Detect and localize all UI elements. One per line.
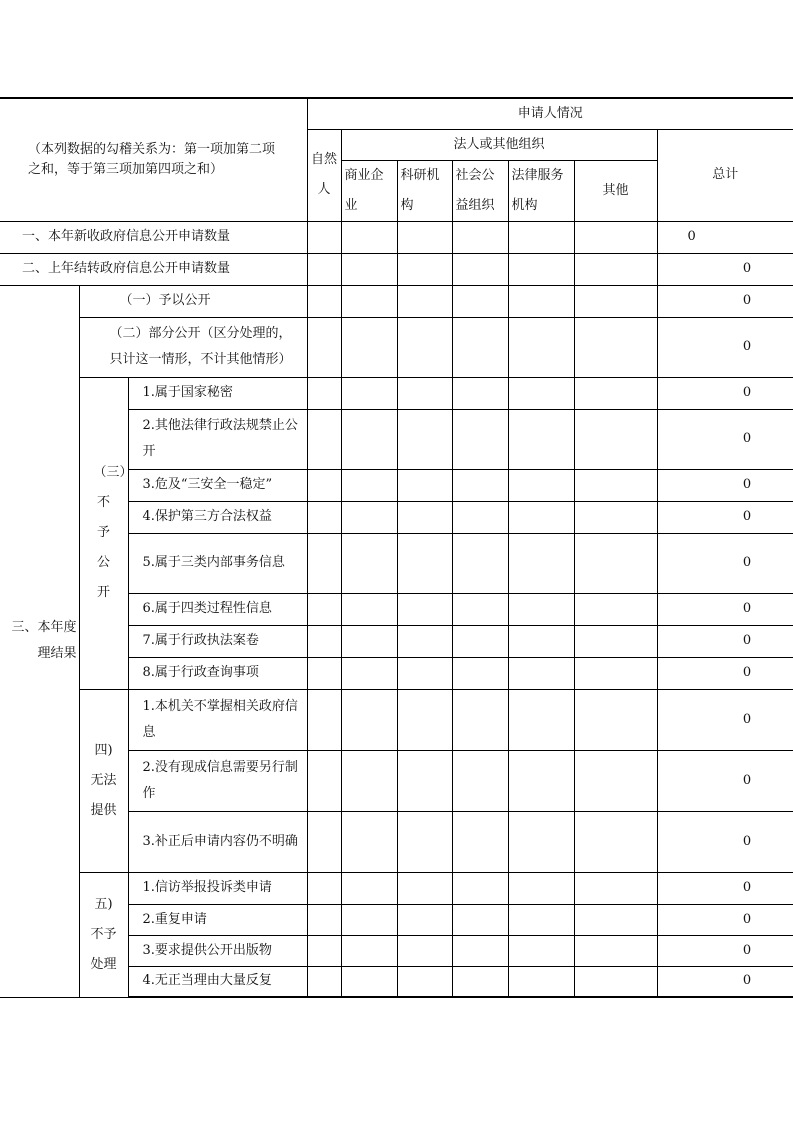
natural-person-header: 自然人	[307, 129, 341, 221]
row-open: （一）予以公开	[79, 285, 307, 317]
total-value: 0	[657, 253, 793, 285]
total-value: 0	[657, 625, 793, 657]
total-header: 总计	[657, 129, 793, 221]
row-item: 3.要求提供公开出版物	[128, 935, 307, 966]
legal-org-header: 法人或其他组织	[341, 129, 657, 160]
section3-label: 三、本年度理结果	[0, 285, 79, 997]
row-item: 8.属于行政查询事项	[128, 657, 307, 689]
total-value: 0	[657, 221, 793, 253]
total-value: 0	[657, 285, 793, 317]
row-item: 1.本机关不掌握相关政府信息	[128, 689, 307, 750]
row-item: 2.其他法律行政法规禁止公开	[128, 409, 307, 469]
row-item: 4.保护第三方合法权益	[128, 501, 307, 533]
group-not-processed: 五)不予处理	[79, 872, 128, 997]
row-item: 4.无正当理由大量反复	[128, 966, 307, 997]
row-item: 2.没有现成信息需要另行制作	[128, 750, 307, 811]
total-value: 0	[657, 689, 793, 750]
total-value: 0	[657, 904, 793, 935]
header-note: （本列数据的勾稽关系为：第一项加第二项之和，等于第三项加第四项之和）	[0, 98, 307, 221]
row-partial: （二）部分公开（区分处理的，只计这一情形，不计其他情形）	[79, 317, 307, 377]
total-value: 0	[657, 377, 793, 409]
group-not-disclosed: （三）不予公开	[79, 377, 128, 689]
total-value: 0	[657, 657, 793, 689]
other-header: 其他	[574, 160, 657, 221]
row-item: 3.补正后申请内容仍不明确	[128, 811, 307, 872]
row-item: 2.重复申请	[128, 904, 307, 935]
total-value: 0	[657, 750, 793, 811]
business-header: 商业企业	[341, 160, 397, 221]
law-service-header: 法律服务机构	[508, 160, 574, 221]
total-value: 0	[657, 935, 793, 966]
total-value: 0	[657, 811, 793, 872]
social-org-header: 社会公益组织	[452, 160, 508, 221]
row-item: 3.危及“三安全一稳定”	[128, 469, 307, 501]
total-value: 0	[657, 533, 793, 593]
total-value: 0	[657, 469, 793, 501]
row-carried-requests: 二、上年结转政府信息公开申请数量	[0, 253, 307, 285]
row-new-requests: 一、本年新收政府信息公开申请数量	[0, 221, 307, 253]
total-value: 0	[657, 409, 793, 469]
row-item: 6.属于四类过程性信息	[128, 593, 307, 625]
total-value: 0	[657, 501, 793, 533]
row-item: 7.属于行政执法案卷	[128, 625, 307, 657]
statistics-table	[0, 97, 793, 998]
research-header: 科研机构	[397, 160, 452, 221]
group-cannot-provide: 四)无法提供	[79, 689, 128, 872]
total-value: 0	[657, 966, 793, 997]
applicant-header: 申请人情况	[307, 98, 793, 129]
total-value: 0	[657, 593, 793, 625]
row-item: 1.信访举报投诉类申请	[128, 872, 307, 904]
row-item: 5.属于三类内部事务信息	[128, 533, 307, 593]
total-value: 0	[657, 872, 793, 904]
row-item: 1.属于国家秘密	[128, 377, 307, 409]
total-value: 0	[657, 317, 793, 377]
